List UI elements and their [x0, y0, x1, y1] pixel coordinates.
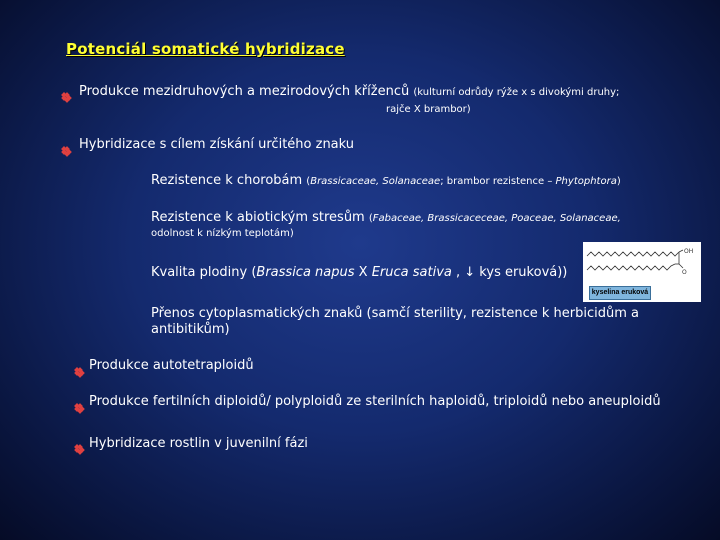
oh-label: OH — [684, 248, 694, 255]
sub-item-cytoplasmic-traits: Přenos cytoplasmatických znaků (samčí sterility, rezistence k herbicidům a — [151, 306, 640, 321]
erucic-acid-skeletal-formula — [583, 242, 701, 286]
bullet-3-text: Produkce autotetraploidů — [89, 358, 254, 373]
sub-item-cytoplasmic-traits-cont: antibitikům) — [151, 322, 230, 337]
o-label: O — [682, 269, 687, 276]
bullet-5-text: Hybridizace rostlin v juvenilní fázi — [89, 436, 308, 451]
bullet-5-icon — [75, 439, 84, 458]
bullet-1-note: (kulturní odrůdy rýže x s divokými druhy; — [413, 87, 620, 98]
bullet-1-main: Produkce mezidruhových a mezirodových kříženců — [79, 84, 414, 99]
sub-item-disease-resistance: Rezistence k chorobám (Brassicaceae, Solanaceae; brambor rezistence – Phytophtora) — [151, 173, 621, 188]
erucic-acid-caption: kyselina eruková — [589, 286, 651, 300]
bullet-1-note-cont: rajče X brambor) — [386, 104, 471, 115]
sub-item-crop-quality: Kvalita plodiny (Brassica napus X Eruca sativa , ↓ kys eruková)) — [151, 265, 568, 280]
bullet-4-text: Produkce fertilních diploidů/ polyploidů ze sterilních haploidů, triploidů nebo aneuploidů — [89, 394, 661, 409]
sub-item-abiotic-stress-cont: odolnost k nízkým teplotám) — [151, 228, 294, 239]
erucic-acid-structure-image — [583, 242, 701, 302]
down-arrow-icon: ↓ — [464, 265, 476, 280]
bullet-1-text — [79, 84, 619, 99]
sub-item-abiotic-stress: Rezistence k abiotickým stresům (Fabaceae, Brassicaceceae, Poaceae, Solanaceae, — [151, 210, 621, 225]
bullet-4-icon — [75, 398, 84, 417]
bullet-2-icon — [62, 141, 71, 160]
bullet-1-icon — [62, 87, 71, 106]
bullet-3-icon — [75, 362, 84, 381]
bullet-2-text: Hybridizace s cílem získání určitého znaku — [79, 137, 355, 152]
slide-title: Potenciál somatické hybridizace — [66, 40, 345, 58]
